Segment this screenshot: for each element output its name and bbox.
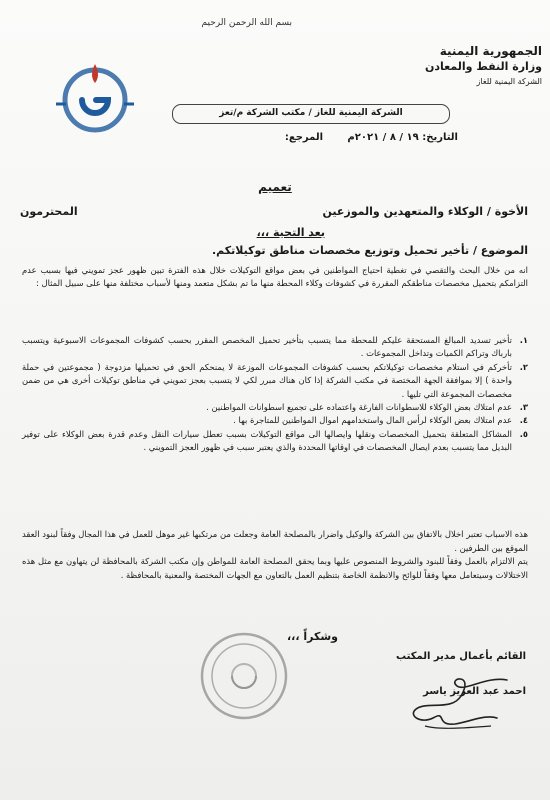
letterhead-right (332, 44, 542, 89)
intro-text: انه من خلال البحث والتقصي في تغطية احتياج المواطنين في بعض مواقع التوكيلات خلال هذه الفترة تبين ظهور عجز تمويني فيها بسبب عدم التزامكم بتحميل مخصصات مناطقكم المقررة في كشوفات وكلاء المحطة منها ما تم بشكل متعمد ومنها لأسباب مختلفة منها على سبيل المثال : (22, 265, 528, 289)
date-label: التاريخ (426, 132, 458, 143)
list-number: ٢. (519, 361, 528, 372)
signatory-title: القائم بأعمال مدير المكتب (396, 651, 526, 662)
greeting: بعد التحية ،،، (256, 226, 325, 239)
signatory-name: احمد عبد العزيز ياسر (423, 686, 526, 697)
handwritten-signature (395, 666, 515, 736)
basmala-ornament: بسم الله الرحمن الرحيم (201, 18, 292, 28)
thanks-line: وشكراً ،،، (286, 630, 338, 643)
list-number: ٤. (519, 415, 528, 426)
list-number: ٥. (519, 428, 528, 439)
list-item (22, 414, 528, 427)
date-line: التاريخ: ١٩ / ٨ / ٢٠٢١م المرجع: (284, 132, 458, 143)
list-item-text: تأخير تسديد المبالغ المستحقة عليكم للمحطة مما يتسبب بتأخير تحميل المخصص المقرر بحسب كشوفات المجموعات الاسبوعية ويتسبب بارباك وتراكم الكميات وتداخل المجموعات . (22, 335, 512, 359)
letterhead-line: الشركة اليمنية للغاز (476, 77, 542, 86)
list-item-text: عدم امتلاك بعض الوكلاء لرأس المال واستخدامهم اموال المواطنين للمتاجرة بها . (233, 415, 512, 426)
list-item (22, 428, 528, 455)
date-value: ١٩ / ٨ / ٢٠٢١م (347, 132, 419, 143)
closing-text: هذه الاسباب تعتبر اخلال بالاتفاق بين الشركة والوكيل واضرار بالمصلحة العامة وجعلت من مرتكبها غير موهل للعمل في هذا المجال وفقاً لبنود العقد الموقع بين الطرفين . (22, 529, 528, 553)
letterhead-line: وزارة النفط والمعادن (425, 60, 542, 73)
list-item (22, 334, 528, 361)
closing-paragraphs (22, 528, 528, 582)
company-office-bar: الشركة اليمنية للغاز / مكتب الشركة م/تعز (172, 104, 450, 124)
reasons-list (22, 334, 528, 455)
intro-paragraph (22, 264, 528, 290)
ref-label: المرجع (288, 132, 324, 143)
list-item (22, 401, 528, 414)
list-item (22, 361, 528, 401)
list-item-text: تأخركم في استلام مخصصات توكيلاتكم بحسب كشوفات المجموعات الموزعة لا يمنحكم الحق في تحميلها مزدوجة ( مجموعتين في حملة واحدة ) إلا بموافقة الجهة المختصة في مكتب الشركة إذا كان هناك مبرر لكي لا يتسبب بعجز تمويني في مناطق توكيلات أخرى هي من ضمن مخصصات المجموعة التي تليها . (22, 361, 512, 399)
office-stamp (196, 628, 292, 724)
list-item-text: عدم امتلاك بعض الوكلاء للاسطوانات الفارغة واعتماده على تجميع اسطوانات المواطنين . (206, 402, 512, 413)
memo-subject: الموضوع / تأخير تحميل وتوزيع مخصصات مناطق توكيلاتكم. (211, 244, 528, 257)
respected-salutation: المحترمون (20, 205, 78, 218)
list-number: ١. (519, 335, 528, 345)
gas-company-logo (52, 56, 138, 138)
addressee: الأخوة / الوكلاء والمتعهدين والموزعين (322, 205, 528, 218)
closing-text: يتم الالتزام بالعمل وفقاً للبنود والشروط المنصوص عليها وبما يحقق المصلحة العامة للمواطن وإن مكتب الشركة بالمحافظة لن يتهاون مع مثل هذه الاختلالات وسيتعامل معها وفقاً للوائح والانظمة الخاصة بتنظيم العمل بالتعاون مع الجهات المختصة والمعنية بالمحافظة . (22, 556, 528, 580)
letterhead-line: الجمهورية اليمنية (439, 44, 542, 58)
list-number: ٣. (519, 402, 528, 413)
memo-title: تعميم (258, 180, 292, 194)
list-item-text: المشاكل المتعلقة بتحميل المخصصات ونقلها وايصالها الى مواقع التوكيلات بسبب تعطل سيارات النقل وعدم قدرة بعض الوكلاء على توفير البديل مما يتسبب بعدم ايصال المخصصات في اوقاتها المحددة والذي يعتبر سبب في ظهور العجز التمويني . (22, 428, 512, 453)
